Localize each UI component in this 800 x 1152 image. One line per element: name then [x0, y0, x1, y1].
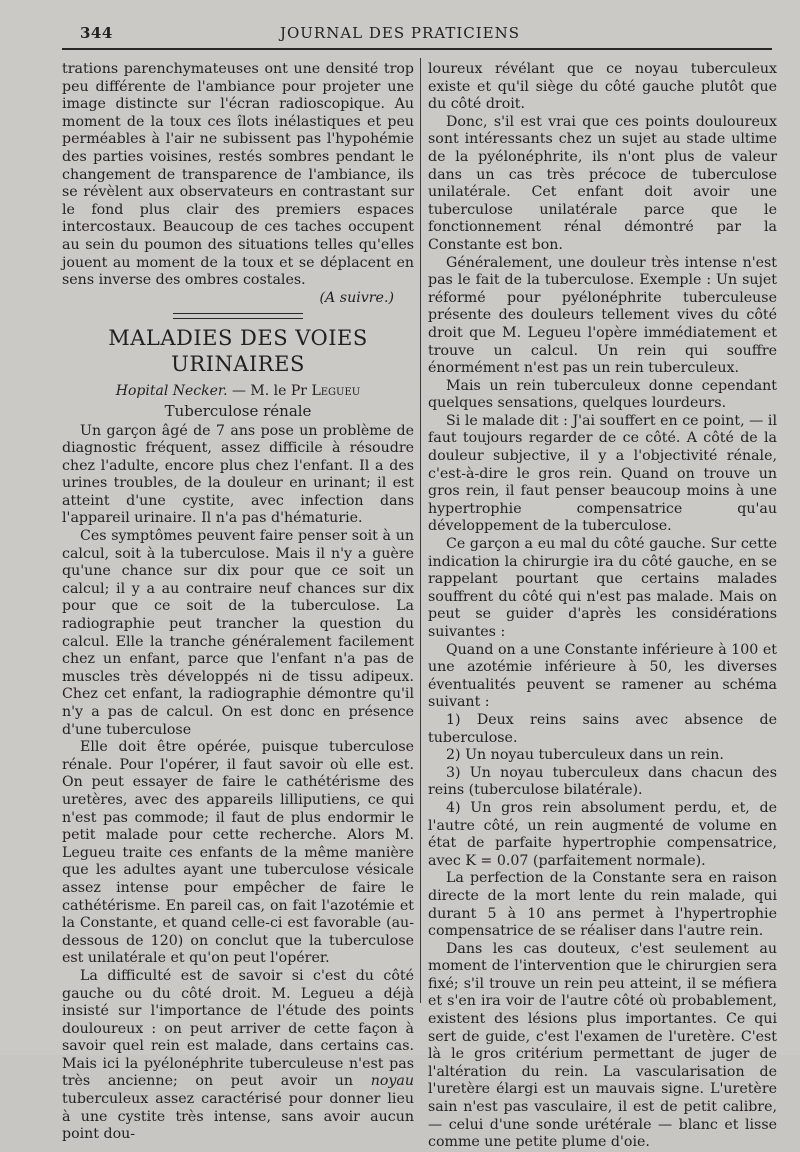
- paragraph-text: La difficulté est de savoir si c'est du côté gauche ou du côté droit. M. Legueu a déjà insisté sur l'importance de l'étude des points douloureux : on peut arriver de cette façon à savoir quel rein est malade, dans certains cas. Mais ici la pyélonéphrite tuberculeuse n'est pas très ancienne; on peut avoir un: [62, 967, 414, 1090]
- paragraph: Ce garçon a eu mal du côté gauche. Sur cette indication la chirurgie ira du côté gauche, en se rappelant pourtant que certains malades souffrent du côté qui n'est pas malade. Mais on peut se guider d'après les considérations suivantes :: [428, 536, 777, 640]
- list-item: 2) Un noyau tuberculeux dans un rein.: [446, 747, 724, 764]
- a-suivre-note: (A suivre.): [319, 289, 394, 306]
- header-rule: [62, 48, 772, 50]
- section-title: MALADIES DES VOIES URINAIRES: [108, 326, 368, 377]
- hospital-line: [62, 383, 414, 401]
- paragraph-text: tuberculeux assez caractérisé pour donner lieu à une cystite très intense, sans avoir aucun point dou-: [62, 1091, 414, 1143]
- paragraph: La perfection de la Constante sera en raison directe de la mort lente du rein malade, qui durant 5 à 10 ans permet à l'hypertrophie compensatrice de se réaliser dans l'autre rein.: [428, 870, 777, 940]
- list-item: 3) Un noyau tuberculeux dans chacun des reins (tuberculose bilatérale).: [428, 764, 777, 799]
- page-number: 344: [80, 24, 113, 42]
- paragraph: Généralement, une douleur très intense n'est pas le fait de la tuberculose. Exemple : Un sujet réformé pour pyélonéphrite tuberculeuse présente des douleurs tellement vives du côté droit que M. Legueu l'opère immédiatement et trouve un calcul. Un rein qui souffre énormément n'est pas un rein tuberculeux.: [428, 254, 777, 377]
- schema-list: [428, 712, 777, 870]
- paragraph: Ces symptômes peuvent faire penser soit à un calcul, soit à la tuberculose. Mais il n'y a guère qu'une chance sur dix pour que ce soit un calcul; il y a au contraire neuf chances sur dix pour que ce soit de la tuberculose. La radiographie peut trancher la question du calcul. Elle la tranche généralement facilement chez un enfant, parce que l'enfant n'a pas de muscles très développés ni de tissu adipeux. Chez cet enfant, la radiographie démontre qu'il n'y a pas de calcul. On est donc en présence d'une tuberculose: [62, 528, 414, 738]
- left-column: [62, 61, 414, 1144]
- paragraph: Dans les cas douteux, c'est seulement au moment de l'intervention que le chirurgien sera fixé; s'il trouve un rein peu atteint, il se méfiera et s'en ira voir de l'autre côté où probablement, existent des lésions plus importantes. Ce qui sert de guide, c'est l'examen de l'uretère. C'est là le gros critérium permettant de juger de l'altération du rein. La vascularisation de l'uretère élargi est un mauvais signe. L'uretère sain n'est pas vasculaire, il est de petit calibre, — celui d'une sonde urétérale — blanc et lisse comme une petite plume d'oie.: [428, 940, 777, 1151]
- list-item: 4) Un gros rein absolument perdu, et, de l'autre côté, un rein augmenté de volume en état de parfaite hypertrophie compensatrice, avec K = 0.07 (parfaitement normale).: [428, 799, 777, 869]
- section-separator: [173, 313, 303, 319]
- paragraph: Donc, s'il est vrai que ces points douloureux sont intéressants chez un sujet au stade ultime de la pyélonéphrite, ils n'ont plus de valeur dans un cas très précoce de tuberculose unilatérale. Cet enfant doit avoir une tuberculose unilatérale parce que le fonctionnement rénal démontré par la Constante est bon.: [428, 113, 777, 253]
- hospital-name: Hopital Necker.: [115, 383, 228, 400]
- article-subtitle: Tuberculose rénale: [164, 401, 312, 420]
- running-title: JOURNAL DES PRATICIENS: [279, 24, 521, 42]
- paragraph: loureux révélant que ce noyau tuberculeux existe et qu'il siège du côté gauche plutôt que du côté droit.: [428, 61, 777, 113]
- paragraph: Un garçon âgé de 7 ans pose un problème de diagnostic fréquent, assez difficile à résoudre chez l'adulte, encore plus chez l'enfant. Il a des urines troubles, de la douleur en urinant; il est atteint d'une cystite, avec infection dans l'appareil urinaire. Il n'a pas d'hématurie.: [62, 422, 414, 527]
- right-column: [428, 61, 777, 1152]
- column-divider: [420, 58, 421, 1003]
- paragraph: Quand on a une Constante inférieure à 100 et une azotémie inférieure à 50, les diverses éventualités peuvent se ramener au schéma suivant :: [428, 641, 777, 711]
- page-header: [0, 20, 800, 46]
- list-item: 1) Deux reins sains avec absence de tuberculose.: [428, 711, 777, 746]
- paragraph: Si le malade dit : J'ai souffert en ce point, — il faut toujours regarder de ce côté. A côté de la douleur subjective, il y a l'objectivité rénale, c'est-à-dire le gros rein. Quand on trouve un gros rein, il faut penser beaucoup moins à une hypertrophie compensatrice qu'au développement de la tuberculose.: [428, 412, 777, 535]
- italic-word: noyau: [370, 1073, 414, 1090]
- paragraph: trations parenchymateuses ont une densité trop peu différente de l'ambiance pour projeter une image distincte sur l'écran radioscopique. Au moment de la toux ces îlots inélastiques et peu perméables à l'air ne subissent pas l'hypohémie des parties voisines, restés sombres pendant le changement de transparence de l'ambiance, ils se révèlent aux observateurs en contrastant sur le fond plus clair des premiers espaces intercostaux. Beaucoup de ces taches occupent au sein du poumon des situations telles qu'elles jouent au moment de la toux et se déplacent en sens inverse des ombres costales.: [62, 61, 414, 289]
- professor-name: Legueu: [311, 383, 361, 400]
- paragraph: [62, 968, 414, 1144]
- paragraph: Elle doit être opérée, puisque tuberculose rénale. Pour l'opérer, il faut savoir où elle est. On peut essayer de faire le cathétérisme des uretères, avec des appareils lilliputiens, ce qui n'est pas commode; il faut de plus endormir le petit malade pour cette recherche. Alors M. Legueu traite ces enfants de la même manière que les adultes ayant une tuberculose vésicale assez intense pour empêcher de faire le cathétérisme. En pareil cas, on fait l'azotémie et la Constante, et quand celle-ci est favorable (au-dessous de 120) on conclut que la tuberculose est unilatérale et qu'on peut l'opérer.: [62, 739, 414, 967]
- hospital-separator: — M. le Pr: [231, 383, 307, 400]
- paragraph: Mais un rein tuberculeux donne cependant quelques sensations, quelques lourdeurs.: [428, 377, 777, 412]
